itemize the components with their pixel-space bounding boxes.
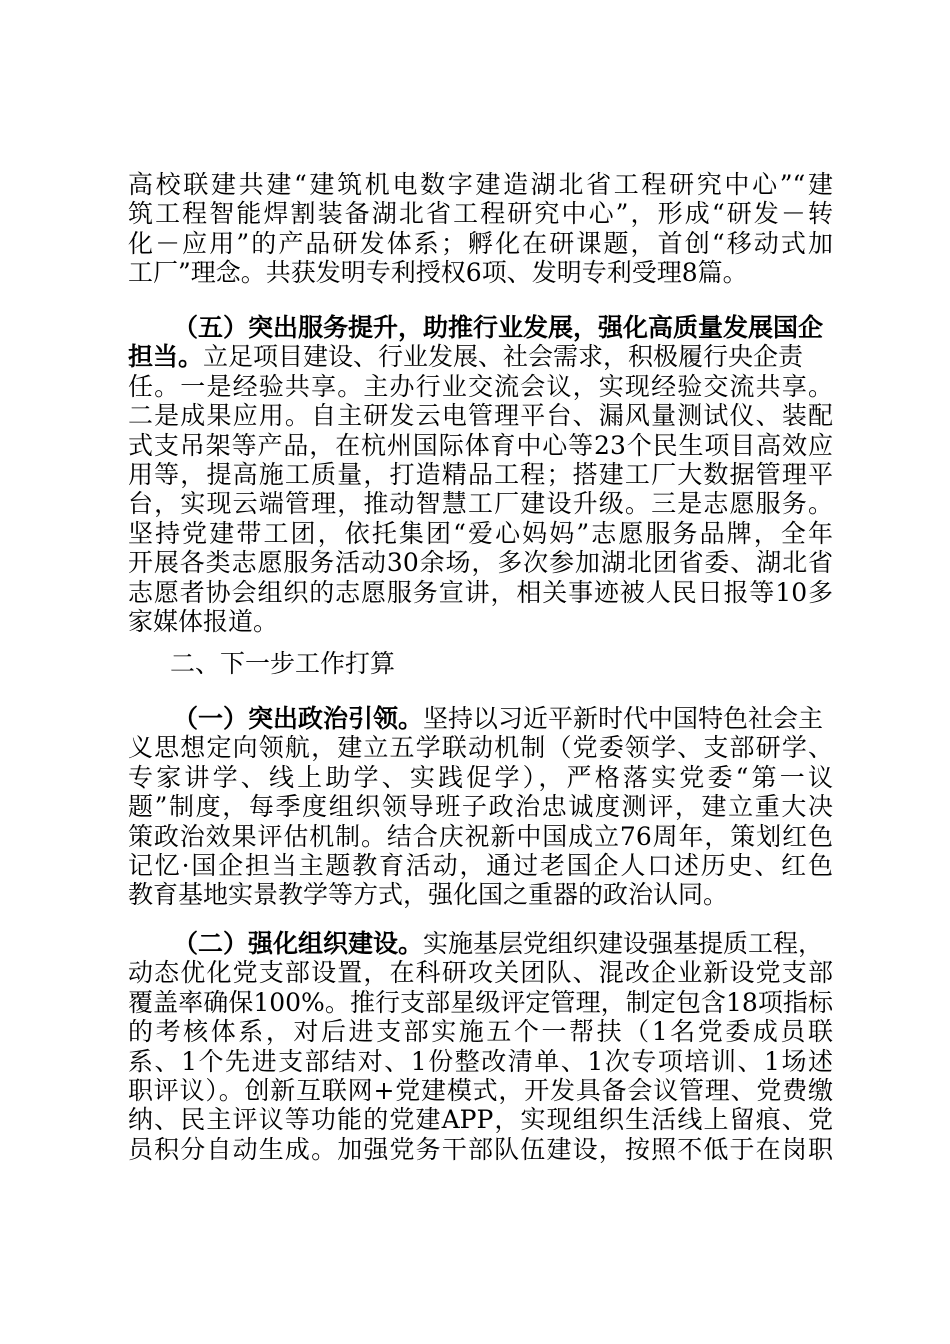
text-line: 纳、民主评议等功能的党建APP，实现组织生活线上留痕、党	[128, 1105, 833, 1135]
text-line: 开展各类志愿服务活动30余场，多次参加湖北团省委、湖北省	[128, 548, 833, 578]
text-line: 职评议）。创新互联网+党建模式，开发具备会议管理、党费缴	[128, 1075, 833, 1105]
paragraph-intro	[128, 170, 833, 288]
text-span: 坚持以习近平新时代中国特色社会主	[423, 704, 824, 733]
text-line: 记忆·国企担当主题教育活动，通过老国企人口述历史、红色	[128, 850, 833, 880]
text-line: 工厂”理念。共获发明专利授权6项、发明专利受理8篇。	[128, 258, 748, 288]
text-line: 家媒体报道。	[128, 606, 279, 636]
text-line: 教育基地实景教学等方式，强化国之重器的政治认同。	[128, 880, 729, 910]
text-line: 志愿者协会组织的志愿服务宣讲，相关事迹被人民日报等10多	[128, 577, 833, 607]
text-span: 实施基层党组织建设强基提质工程，	[423, 929, 824, 958]
text-line: 专家讲学、线上助学、实践促学），严格落实党委“第一议	[128, 762, 833, 792]
text-line: 化－应用”的产品研发体系；孵化在研课题，首创“移动式加	[128, 228, 833, 258]
text-line	[128, 929, 833, 958]
text-line: 动态优化党支部设置，在科研攻关团队、混改企业新设党支部	[128, 958, 833, 988]
text-line: 义思想定向领航，建立五学联动机制（党委领学、支部研学、	[128, 733, 833, 763]
text-line: 覆盖率确保100%。推行支部星级评定管理，制定包含18项指标	[128, 987, 833, 1017]
text-line	[128, 342, 833, 371]
text-line	[128, 704, 833, 733]
text-line: 台，实现云端管理，推动智慧工厂建设升级。三是志愿服务。	[128, 489, 833, 519]
text-line: 筑工程智能焊割装备湖北省工程研究中心”，形成“研发－转	[128, 199, 833, 229]
text-line: 坚持党建带工团，依托集团“爱心妈妈”志愿服务品牌，全年	[128, 518, 833, 548]
text-line: 用等，提高施工质量，打造精品工程；搭建工厂大数据管理平	[128, 459, 833, 489]
text-line: 高校联建共建“建筑机电数字建造湖北省工程研究中心”“建	[128, 170, 833, 199]
text-line: 员积分自动生成。加强党务干部队伍建设，按照不低于在岗职	[128, 1134, 833, 1164]
section-heading: 二、下一步工作打算	[170, 649, 396, 678]
text-line: 式支吊架等产品，在杭州国际体育中心等23个民生项目高效应	[128, 430, 833, 460]
text-line: 题”制度，每季度组织领导班子政治忠诚度测评，建立重大决	[128, 792, 833, 822]
text-line: 的考核体系，对后进支部实施五个一帮扶（1名党委成员联	[128, 1017, 833, 1047]
paragraph-heading-end: 担当。	[128, 342, 204, 372]
paragraph-one	[128, 704, 833, 910]
paragraph-five	[128, 313, 833, 636]
paragraph-heading: （二）强化组织建设。	[173, 929, 424, 958]
text-span: 立足项目建设、行业发展、社会需求，积极履行央企责	[203, 342, 804, 372]
paragraph-heading: （五）突出服务提升，助推行业发展，强化高质量发展国企	[173, 313, 824, 342]
paragraph-heading: （一）突出政治引领。	[173, 704, 424, 733]
text-line: 系、1个先进支部结对、1份整改清单、1次专项培训、1场述	[128, 1046, 833, 1076]
paragraph-two	[128, 929, 833, 1164]
text-line: 策政治效果评估机制。结合庆祝新中国成立76周年，策划红色	[128, 821, 833, 851]
text-line: 二是成果应用。自主研发云电管理平台、漏风量测试仪、装配	[128, 401, 833, 431]
text-line: 任。一是经验共享。主办行业交流会议，实现经验交流共享。	[128, 371, 833, 401]
